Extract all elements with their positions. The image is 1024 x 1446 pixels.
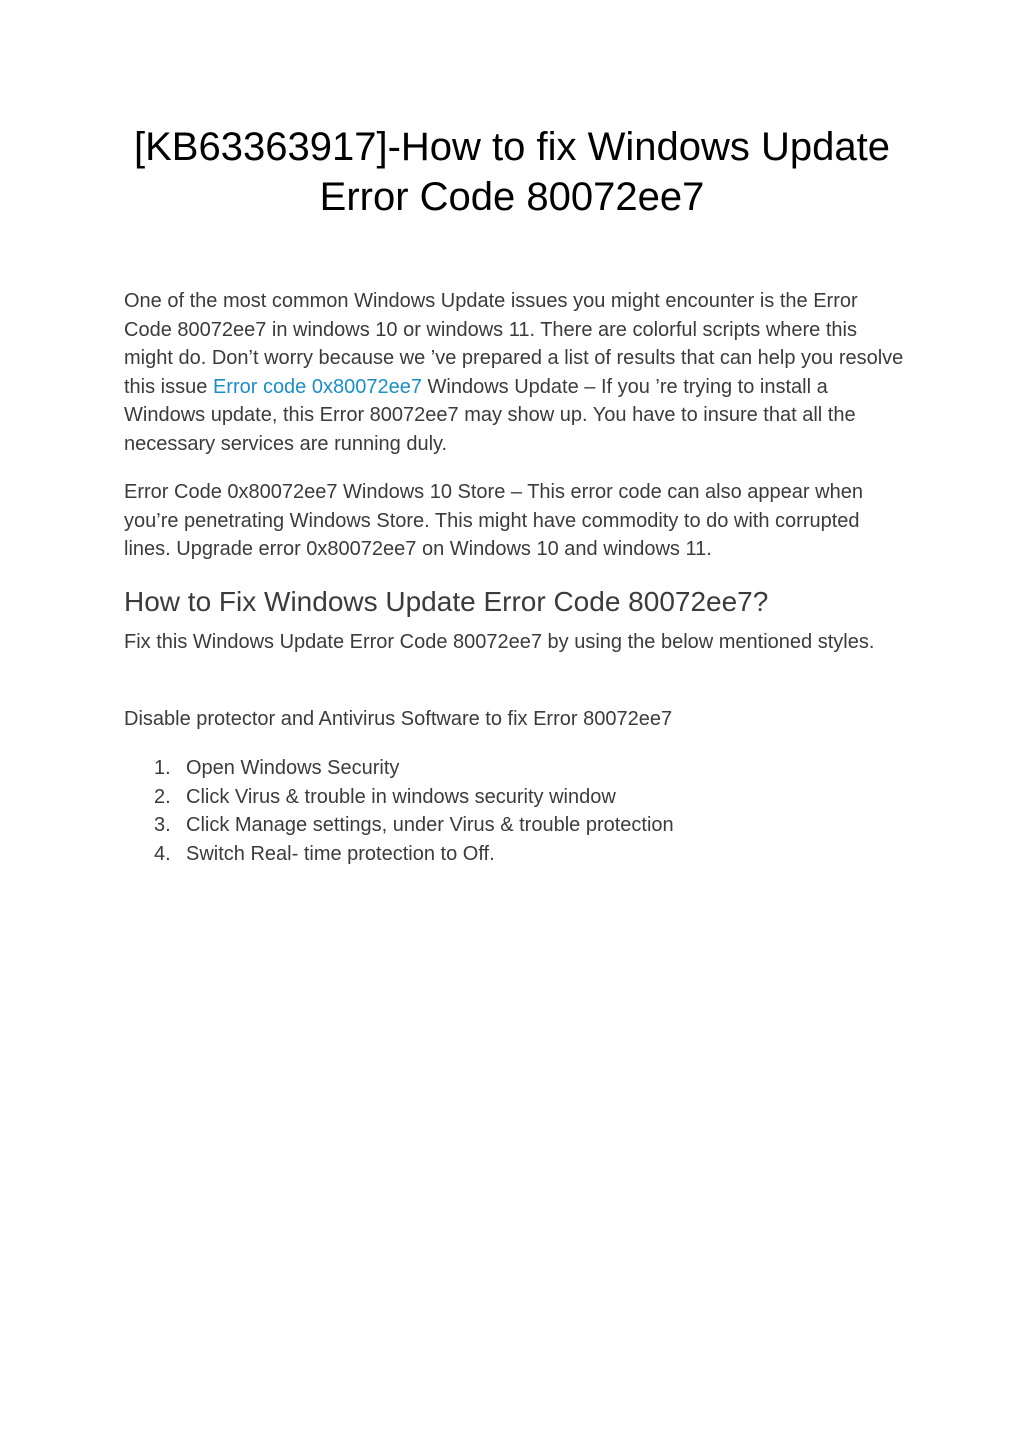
section-heading: How to Fix Windows Update Error Code 80072ee7?	[124, 586, 769, 617]
document-title-line-1: [KB63363917]-How to fix Windows Update	[134, 125, 890, 169]
list-item	[124, 783, 674, 812]
intro-paragraph	[124, 287, 904, 458]
document-title-line-2: Error Code 80072ee7	[319, 175, 705, 219]
list-item	[124, 811, 674, 840]
list-item	[124, 840, 674, 869]
list-item-text: Click Virus & trouble in windows security window	[186, 785, 616, 808]
error-code-link[interactable]: Error code 0x80072ee7	[212, 375, 422, 398]
list-item-number: 1.	[154, 757, 171, 779]
disable-antivirus-paragraph: Disable protector and Antivirus Software to fix Error 80072ee7	[124, 708, 673, 730]
list-item-text: Click Manage settings, under Virus & trouble protection	[186, 814, 674, 836]
list-item-number: 4.	[154, 842, 171, 865]
store-error-paragraph: Error Code 0x80072ee7 Windows 10 Store – This error code can also appear when you’re penetrating Windows Store. This might have commodity to do with corrupted lines. Upgrade error 0x80072ee7 on Windows 10 and windows 11.	[124, 481, 863, 560]
list-item-text: Switch Real- time protection to Off.	[186, 842, 495, 865]
list-item-text: Open Windows Security	[186, 757, 400, 779]
steps-list	[124, 754, 674, 868]
fix-intro-paragraph: Fix this Windows Update Error Code 80072ee7 by using the below mentioned styles.	[124, 631, 875, 653]
intro-text-after-link: Windows Update – If you ’re trying to install a Windows update, this Error 80072ee7 may show up. You have to insure that all the necessary services are running duly.	[124, 375, 856, 455]
document-title	[100, 122, 924, 222]
list-item	[124, 754, 674, 783]
list-item-number: 3.	[154, 814, 171, 836]
intro-text-before-link: One of the most common Windows Update issues you might encounter is the Error Code 80072ee7 in windows 10 or windows 11. There are colorful scripts where this might do. Don’t worry because we ’ve prepared a list of results that can help you resolve this issue	[124, 290, 904, 398]
list-item-number: 2.	[154, 785, 171, 808]
